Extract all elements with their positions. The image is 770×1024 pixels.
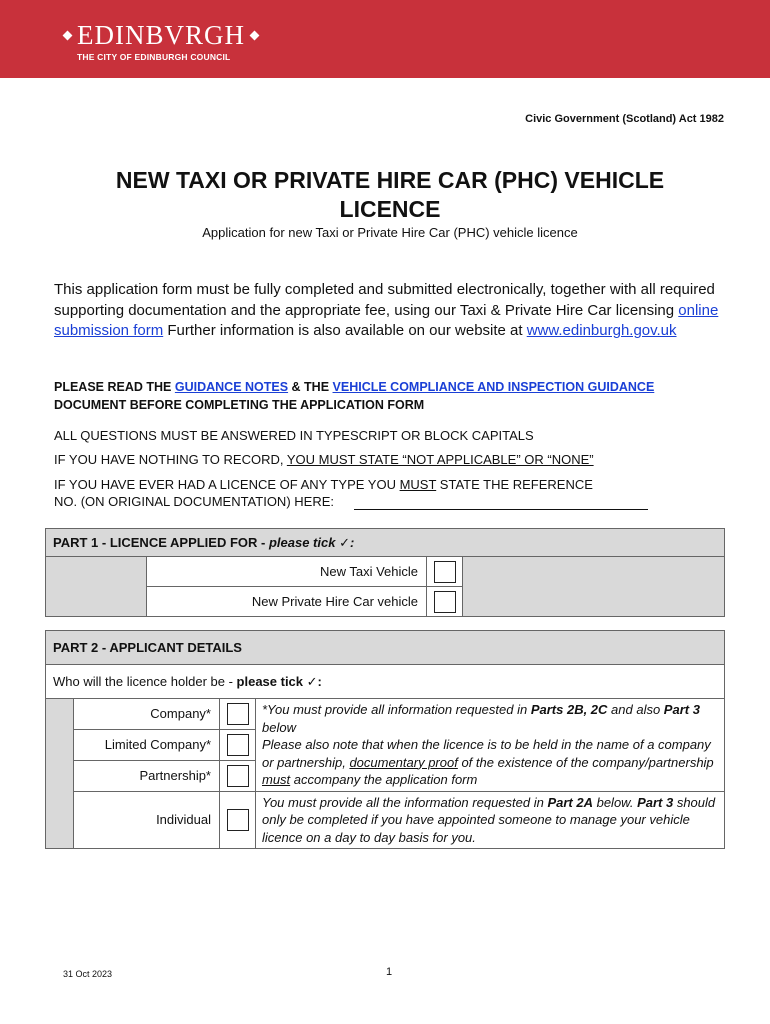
footer-date: 31 Oct 2023 — [63, 969, 113, 979]
option-individual-label: Individual — [74, 791, 220, 849]
individual-checkbox[interactable] — [227, 809, 249, 831]
council-banner — [0, 0, 770, 78]
intro-paragraph: This application form must be fully completed and submitted electronically, together with all required supporting documentation and the appropriate fee, using our Taxi & Private Hire Car licensing online submission form Further information is also available on our website at www.edinburgh.gov.uk — [54, 281, 719, 339]
diamond-icon — [63, 31, 73, 41]
diamond-icon — [250, 31, 260, 41]
limited-company-checkbox[interactable] — [227, 734, 249, 756]
logo-name: EDINBVRGH — [77, 20, 245, 50]
caps-instruction: ALL QUESTIONS MUST BE ANSWERED IN TYPESCRIPT OR BLOCK CAPITALS — [54, 428, 534, 443]
page-subtitle: Application for new Taxi or Private Hire Car (PHC) vehicle licence — [202, 225, 578, 240]
individual-note: You must provide all the information requested in Part 2A below. Part 3 should only be completed if you have appointed someone to manage your vehicle licence on a day to day basis for you. — [256, 791, 725, 849]
option-company-label: Company* — [74, 699, 220, 730]
company-partnership-note: *You must provide all information requested in Parts 2B, 2C and also Part 3 below Please also note that when the licence is to be held in the name of a company or partnership, documentary proof of the existence of the company/partnership must accompany the application form — [256, 699, 725, 792]
partnership-checkbox[interactable] — [227, 765, 249, 787]
vehicle-compliance-link[interactable]: VEHICLE COMPLIANCE AND INSPECTION GUIDANCE — [332, 380, 655, 394]
licence-holder-question: Who will the licence holder be - please tick ✓: — [46, 665, 725, 699]
page-number: 1 — [386, 966, 393, 978]
part1-heading: PART 1 - LICENCE APPLIED FOR - please tick ✓: — [46, 529, 725, 557]
nothing-to-record-instruction: IF YOU HAVE NOTHING TO RECORD, YOU MUST STATE “NOT APPLICABLE” OR “NONE” — [54, 452, 594, 467]
previous-licence-instruction: IF YOU HAVE EVER HAD A LICENCE OF ANY TYPE YOU MUST STATE THE REFERENCE NO. (ON ORIGINAL DOCUMENTATION) HERE: — [54, 476, 648, 510]
company-checkbox[interactable] — [227, 703, 249, 725]
logo-subtitle: THE CITY OF EDINBURGH COUNCIL — [77, 52, 231, 62]
reference-number-field[interactable] — [354, 496, 648, 510]
part2-table — [45, 630, 725, 849]
guidance-notes-link[interactable]: GUIDANCE NOTES — [174, 380, 289, 394]
council-logo — [58, 22, 264, 62]
page-title: NEW TAXI OR PRIVATE HIRE CAR (PHC) VEHICLE LICENCE — [115, 167, 665, 222]
online-submission-link[interactable]: online submission form — [54, 301, 719, 339]
option-limited-company-label: Limited Company* — [74, 729, 220, 760]
act-reference: Civic Government (Scotland) Act 1982 — [525, 113, 724, 125]
new-phc-checkbox[interactable] — [434, 591, 456, 613]
part1-table — [45, 528, 725, 617]
website-link[interactable]: www.edinburgh.gov.uk — [526, 322, 677, 339]
guidance-notice: PLEASE READ THE GUIDANCE NOTES & THE VEHICLE COMPLIANCE AND INSPECTION GUIDANCE DOCUMENT BEFORE COMPLETING THE APPLICATION FORM — [54, 380, 655, 412]
option-new-phc-label: New Private Hire Car vehicle — [147, 587, 427, 617]
option-partnership-label: Partnership* — [74, 760, 220, 791]
part2-heading: PART 2 - APPLICANT DETAILS — [46, 631, 725, 665]
option-new-taxi-label: New Taxi Vehicle — [147, 557, 427, 587]
new-taxi-checkbox[interactable] — [434, 561, 456, 583]
